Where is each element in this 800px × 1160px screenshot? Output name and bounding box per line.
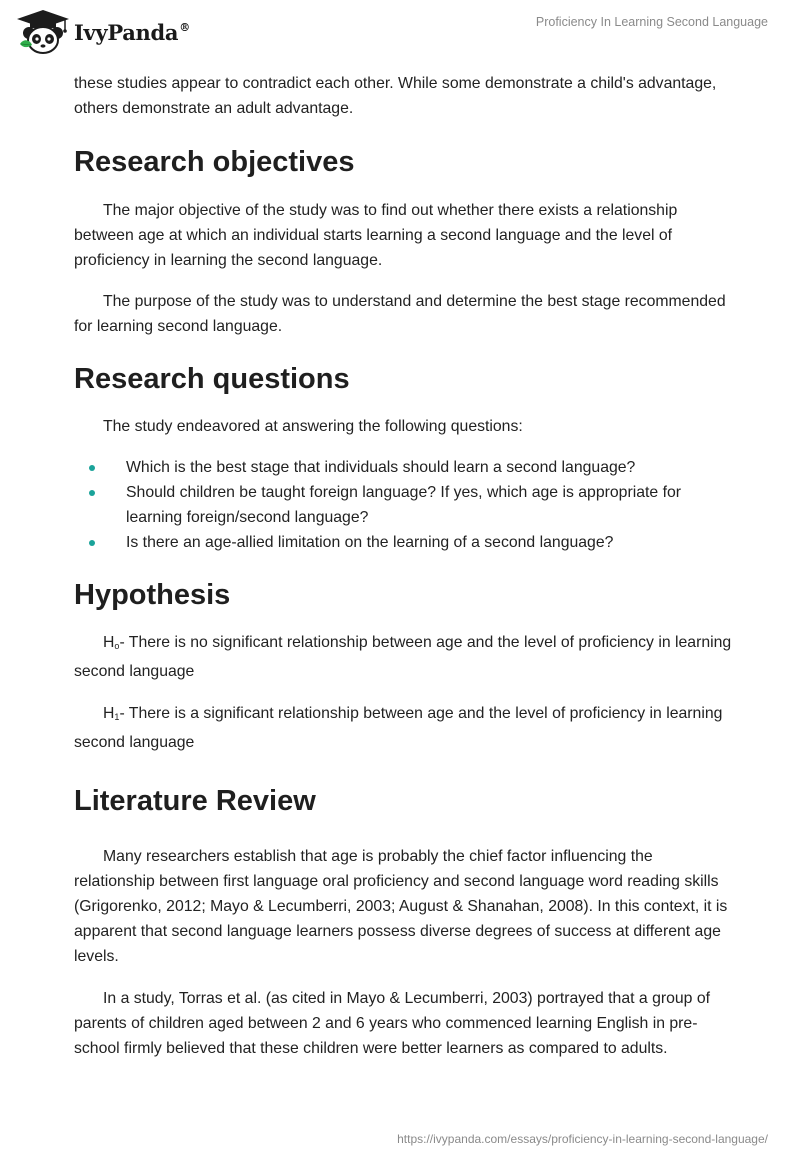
literature-paragraph: In a study, Torras et al. (as cited in Mayo & Lecumberri, 2003) portrayed that a group of parents of children aged between 2 and 6 years who commenced learning English in pre-school firmly believed that these children were better learners as compared to adults. [74, 990, 711, 1057]
objectives-paragraph: The major objective of the study was to find out whether there exists a relationship between age at which an individual starts learning a second language and the level of proficiency in learning the second language. [74, 202, 678, 269]
brand-logo[interactable] [14, 8, 190, 56]
questions-intro: The study endeavored at answering the following questions: [103, 418, 523, 435]
bullet-icon [89, 490, 95, 496]
objectives-paragraph: The purpose of the study was to understand and determine the best stage recommended for learning second language. [74, 293, 726, 335]
bullet-icon [89, 540, 95, 546]
heading-hypothesis: Hypothesis [74, 579, 231, 611]
heading-literature-review: Literature Review [74, 785, 316, 817]
literature-paragraph: Many researchers establish that age is probably the chief factor influencing the relationship between first language oral proficiency and second language word reading skills (Grigorenko, 2012; Mayo & Lecumberri, 2003; August & Shanahan, 2008). In this context, it is apparent that second language learners possess diverse degrees of success at different age levels. [74, 848, 728, 965]
intro-paragraph: these studies appear to contradict each other. While some demonstrate a child's advantage, others demonstrate an adult advantage. [74, 75, 717, 117]
list-item: Which is the best stage that individuals should learn a second language? [74, 455, 734, 480]
article-body [74, 71, 734, 1061]
page-header [0, 0, 800, 60]
questions-list [74, 455, 734, 555]
hypothesis-null: $H_o-$ There is no significant relationship between age and the level of proficiency in learning second language [74, 634, 732, 680]
hypothesis-alternative: $H_1-$ There is a significant relationship between age and the level of proficiency in learning second language [74, 705, 723, 751]
list-item: Is there an age-allied limitation on the learning of a second language? [74, 530, 734, 555]
list-item: Should children be taught foreign language? If yes, which age is appropriate for learning foreign/second language? [74, 480, 734, 530]
bullet-icon [89, 465, 95, 471]
heading-research-objectives: Research objectives [74, 146, 355, 178]
heading-research-questions: Research questions [74, 363, 350, 395]
brand-name: IvyPanda® [74, 19, 190, 45]
panda-graduate-icon [14, 8, 72, 56]
source-url[interactable]: https://ivypanda.com/essays/proficiency-in-learning-second-language/ [397, 1132, 768, 1146]
document-title: Proficiency In Learning Second Language [535, 15, 768, 29]
